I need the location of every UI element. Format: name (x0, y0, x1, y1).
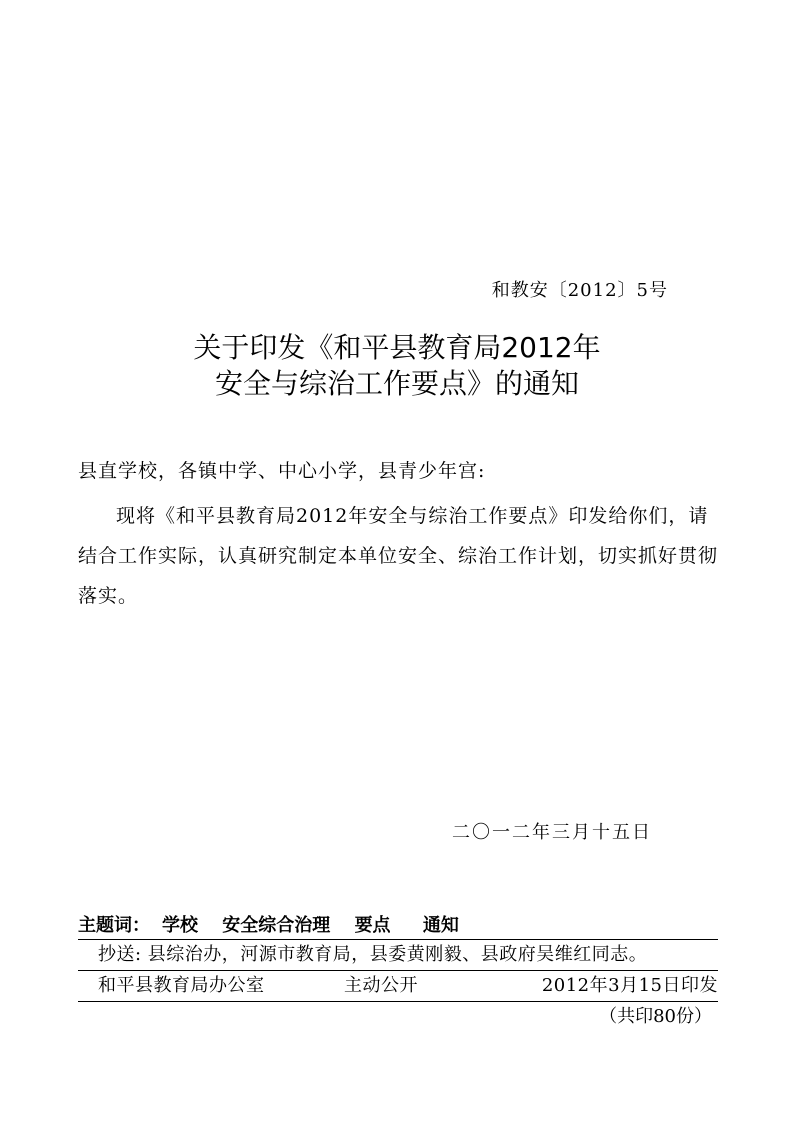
keyword: 要点 (354, 915, 391, 936)
recipients: 县直学校，各镇中学、中心小学，县青少年宫: (78, 460, 486, 482)
keyword: 通知 (422, 915, 459, 936)
issuing-office: 和平县教育局办公室 (98, 975, 265, 996)
body-paragraph: 现将《和平县教育局2012年安全与综治工作要点》印发给你们，请结合工作实际，认真研究制定本单位安全、综治工作计划，切实抓好贯彻落实。 (78, 505, 719, 607)
keywords-label: 主题词： (78, 915, 150, 936)
issue-date: 2012年3月15日印发 (541, 975, 718, 996)
issue-line (78, 971, 718, 1002)
cc-line: 抄送: 县综治办，河源市教育局，县委黄刚毅、县政府吴维红同志。 (78, 940, 718, 971)
title-line-2: 安全与综治工作要点》的通知 (214, 367, 579, 400)
title-line-1: 关于印发《和平县教育局2012年 (193, 331, 601, 364)
document-footer (78, 913, 718, 1032)
keyword: 学校 (162, 915, 198, 936)
document-number: 和教安〔2012〕5号 (491, 280, 668, 301)
keywords-line (78, 913, 718, 940)
document-date: 二〇一二年三月十五日 (452, 822, 652, 843)
keyword: 安全综合治理 (222, 915, 331, 936)
document-title (0, 330, 794, 402)
disclosure-type: 主动公开 (344, 975, 418, 996)
copies-count: （共印80份） (599, 1006, 712, 1027)
